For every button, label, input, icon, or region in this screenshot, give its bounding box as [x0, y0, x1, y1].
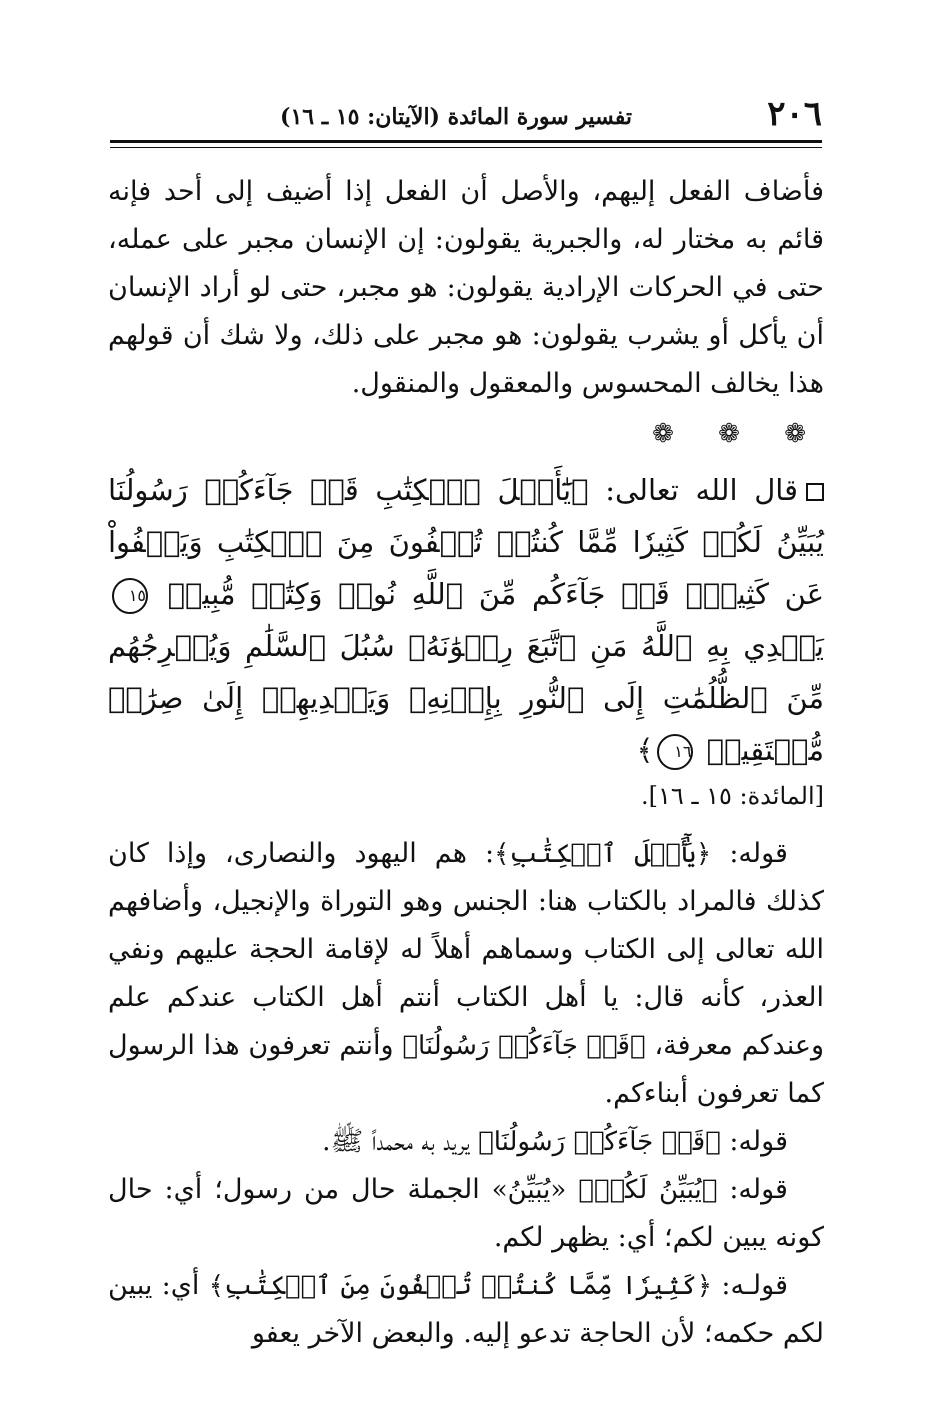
ayah-number-15: ١٥ [112, 578, 148, 614]
paragraph-2-quote: ﴿يَٰٓأَهۡلَ ٱلۡكِتَٰبِ﴾ [494, 839, 712, 869]
header-rule-thin [110, 147, 822, 148]
verse-text-part-2: يَهۡدِي بِهِ ٱللَّهُ مَنِ ٱتَّبَعَ رِضۡوَٰنَهُۥ سُبُلَ ٱلسَّلَٰمِ وَيُخۡرِجُهُم مِّنَ ٱلظُّلُمَٰتِ إِلَى ٱلنُّورِ بِإِذۡنِهِۦ وَيَهۡدِيهِمۡ إِلَىٰ صِرَٰطٖ مُّسۡتَقِيمٖ [108, 629, 824, 767]
header-rule-thick [110, 140, 822, 143]
paragraph-4 [108, 1166, 824, 1262]
verse-reference: [المائدة: ١٥ ـ ١٦]. [641, 782, 824, 810]
section-separator: ❁ ❁ ❁ [652, 419, 824, 449]
paragraph-4-label: قوله: [729, 1174, 788, 1205]
paragraph-2-text: : هم اليهود والنصارى، وإذا كان كذلك فالمراد بالكتاب هنا: الجنس وهو التوراة والإنجيل، وأضافهم الله تعالى إلى الكتاب وسماهم أهلاً له لإقامة الحجة عليهم ونفي العذر، كأنه قال: يا أهل الكتاب أنتم أهل الكتاب عندكم علم وعندكم معرفة، [108, 838, 825, 1061]
running-title: تفسير سورة المائدة (الآيتان: ١٥ ـ ١٦) [280, 104, 632, 130]
page-header [110, 92, 822, 142]
paragraph-3-text: يريد به محمداً ﷺ. [322, 1126, 470, 1157]
paragraph-1: فأضاف الفعل إليهم، والأصل أن الفعل إذا أضيف إلى أحد فإنه قائم به مختار له، والجبرية يقولون: إن الإنسان مجبر على عمله، حتى في الحركات الإرادية يقولون: هو مجبر، حتى لو أراد الإنسان أن يأكل أو يشرب يقولون: هو مجبر على ذلك، ولا شك أن قولهم هذا يخالف المحسوس والمعقول والمنقول. [108, 176, 824, 399]
ayah-number-16: ١٦ [657, 734, 693, 770]
paragraph-2 [108, 830, 824, 1118]
verse-close-bracket: ﴾ [636, 733, 654, 767]
square-bullet-icon [806, 483, 824, 501]
paragraph-5-label: قولـه: [721, 1270, 788, 1301]
page-body [108, 168, 824, 1358]
paragraph-2-text-2: وأنتم تعرفون هذا الرسول كما تعرفون أبناءكم. [108, 1030, 824, 1109]
paragraph-5 [108, 1262, 824, 1358]
paragraph-4-text: الجملة حال من رسول؛ أي: حال كونه يبين لكم؛ أي: يظهر لكم. [108, 1174, 824, 1253]
page-number: ٢٠٦ [767, 94, 822, 134]
verse-text-part-1: ﴿يَٰٓأَهۡلَ ٱلۡكِتَٰبِ قَدۡ جَآءَكُمۡ رَسُولُنَا يُبَيِّنُ لَكُمۡ كَثِيرٗا مِّمَّا كُنتُمۡ تُخۡفُونَ مِنَ ٱلۡكِتَٰبِ وَيَعۡفُواْ عَن كَثِيرٖۚ قَدۡ جَآءَكُم مِّنَ ٱللَّهِ نُورٞ وَكِتَٰبٞ مُّبِينٞ [108, 473, 824, 611]
paragraph-3 [108, 1118, 824, 1166]
paragraph-4-quote-2: «يُبَيِّنُ» [491, 1175, 567, 1205]
paragraph-2-quote-2: ﴿قَدۡ جَآءَكُمۡ رَسُولُنَا﴾ [402, 1031, 646, 1061]
paragraph-4-quote: ﴿يُبَيِّنُ لَكُمۡ﴾ [578, 1175, 718, 1205]
paragraph-5-quote: ﴿كَثِيرٗا مِّمَّا كُنتُمۡ تُخۡفُونَ مِنَ ٱلۡكِتَٰبِ﴾ [208, 1271, 713, 1301]
paragraph-5-text: أي: يبين لكم حكمه؛ لأن الحاجة تدعو إليه. والبعض الآخر يعفو [108, 1270, 824, 1349]
verse-intro: قال الله تعالى: [605, 473, 798, 507]
verse-block [108, 464, 824, 776]
paragraph-3-quote: ﴿قَدۡ جَآءَكُمۡ رَسُولُنَا﴾ [478, 1127, 721, 1157]
paragraph-2-label: قوله: [729, 838, 788, 869]
paragraph-3-label: قوله: [729, 1126, 788, 1157]
